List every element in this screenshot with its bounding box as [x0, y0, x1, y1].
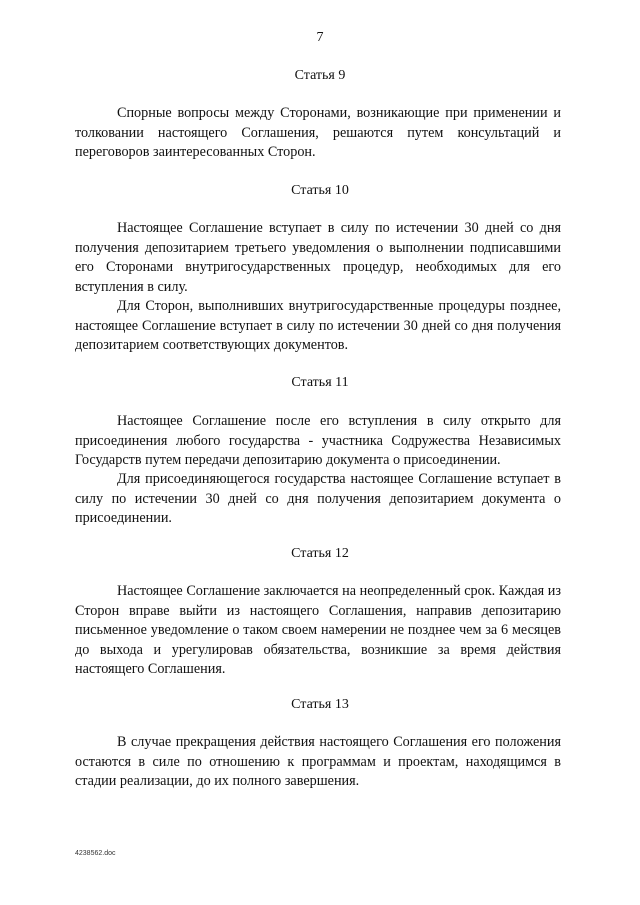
page-number: 7 [316, 30, 324, 45]
article-13-paragraph-1: В случае прекращения действия настоящего Соглашения его положения остаются в силе по отношению к программам и проектам, находящимся в стадии реализации, до их полного завершения. [75, 734, 561, 789]
article-12-title: Статья 12 [291, 546, 349, 561]
article-13-title: Статья 13 [291, 697, 349, 712]
article-11-paragraph-2: Для присоединяющегося государства настоящее Соглашение вступает в силу по истечении 30 дней со дня получения депозитарием документа о присоединении. [75, 471, 561, 526]
article-10-paragraph-1: Настоящее Соглашение вступает в силу по истечении 30 дней со дня получения депозитарием третьего уведомления о выполнении подписавшими его Сторонами внутригосударственных процедур, необходимых для его вступления в силу. [75, 220, 561, 295]
article-11-title: Статья 11 [291, 375, 349, 390]
article-10-title: Статья 10 [291, 183, 349, 198]
article-9-title: Статья 9 [294, 68, 346, 83]
article-9-paragraph-1: Спорные вопросы между Сторонами, возникающие при применении и толковании настоящего Соглашения, решаются путем консультаций и переговоров заинтересованных Сторон. [75, 105, 561, 160]
article-11-paragraph-1: Настоящее Соглашение после его вступления в силу открыто для присоединения любого государства - участника Содружества Независимых Государств путем передачи депозитарию документа о присоединении. [75, 413, 561, 468]
article-12-paragraph-1: Настоящее Соглашение заключается на неопределенный срок. Каждая из Сторон вправе выйти из настоящего Соглашения, направив депозитарию письменное уведомление о таком своем намерении не позднее чем за 6 месяцев до выхода и урегулировав обязательства, возникшие за время действия настоящего Соглашения. [75, 583, 561, 677]
document-filename: 4238562.doc [75, 850, 116, 857]
article-10-paragraph-2: Для Сторон, выполнивших внутригосударственные процедуры позднее, настоящее Соглашение вступает в силу по истечении 30 дней со дня получения депозитарием соответствующих документов. [75, 298, 561, 353]
